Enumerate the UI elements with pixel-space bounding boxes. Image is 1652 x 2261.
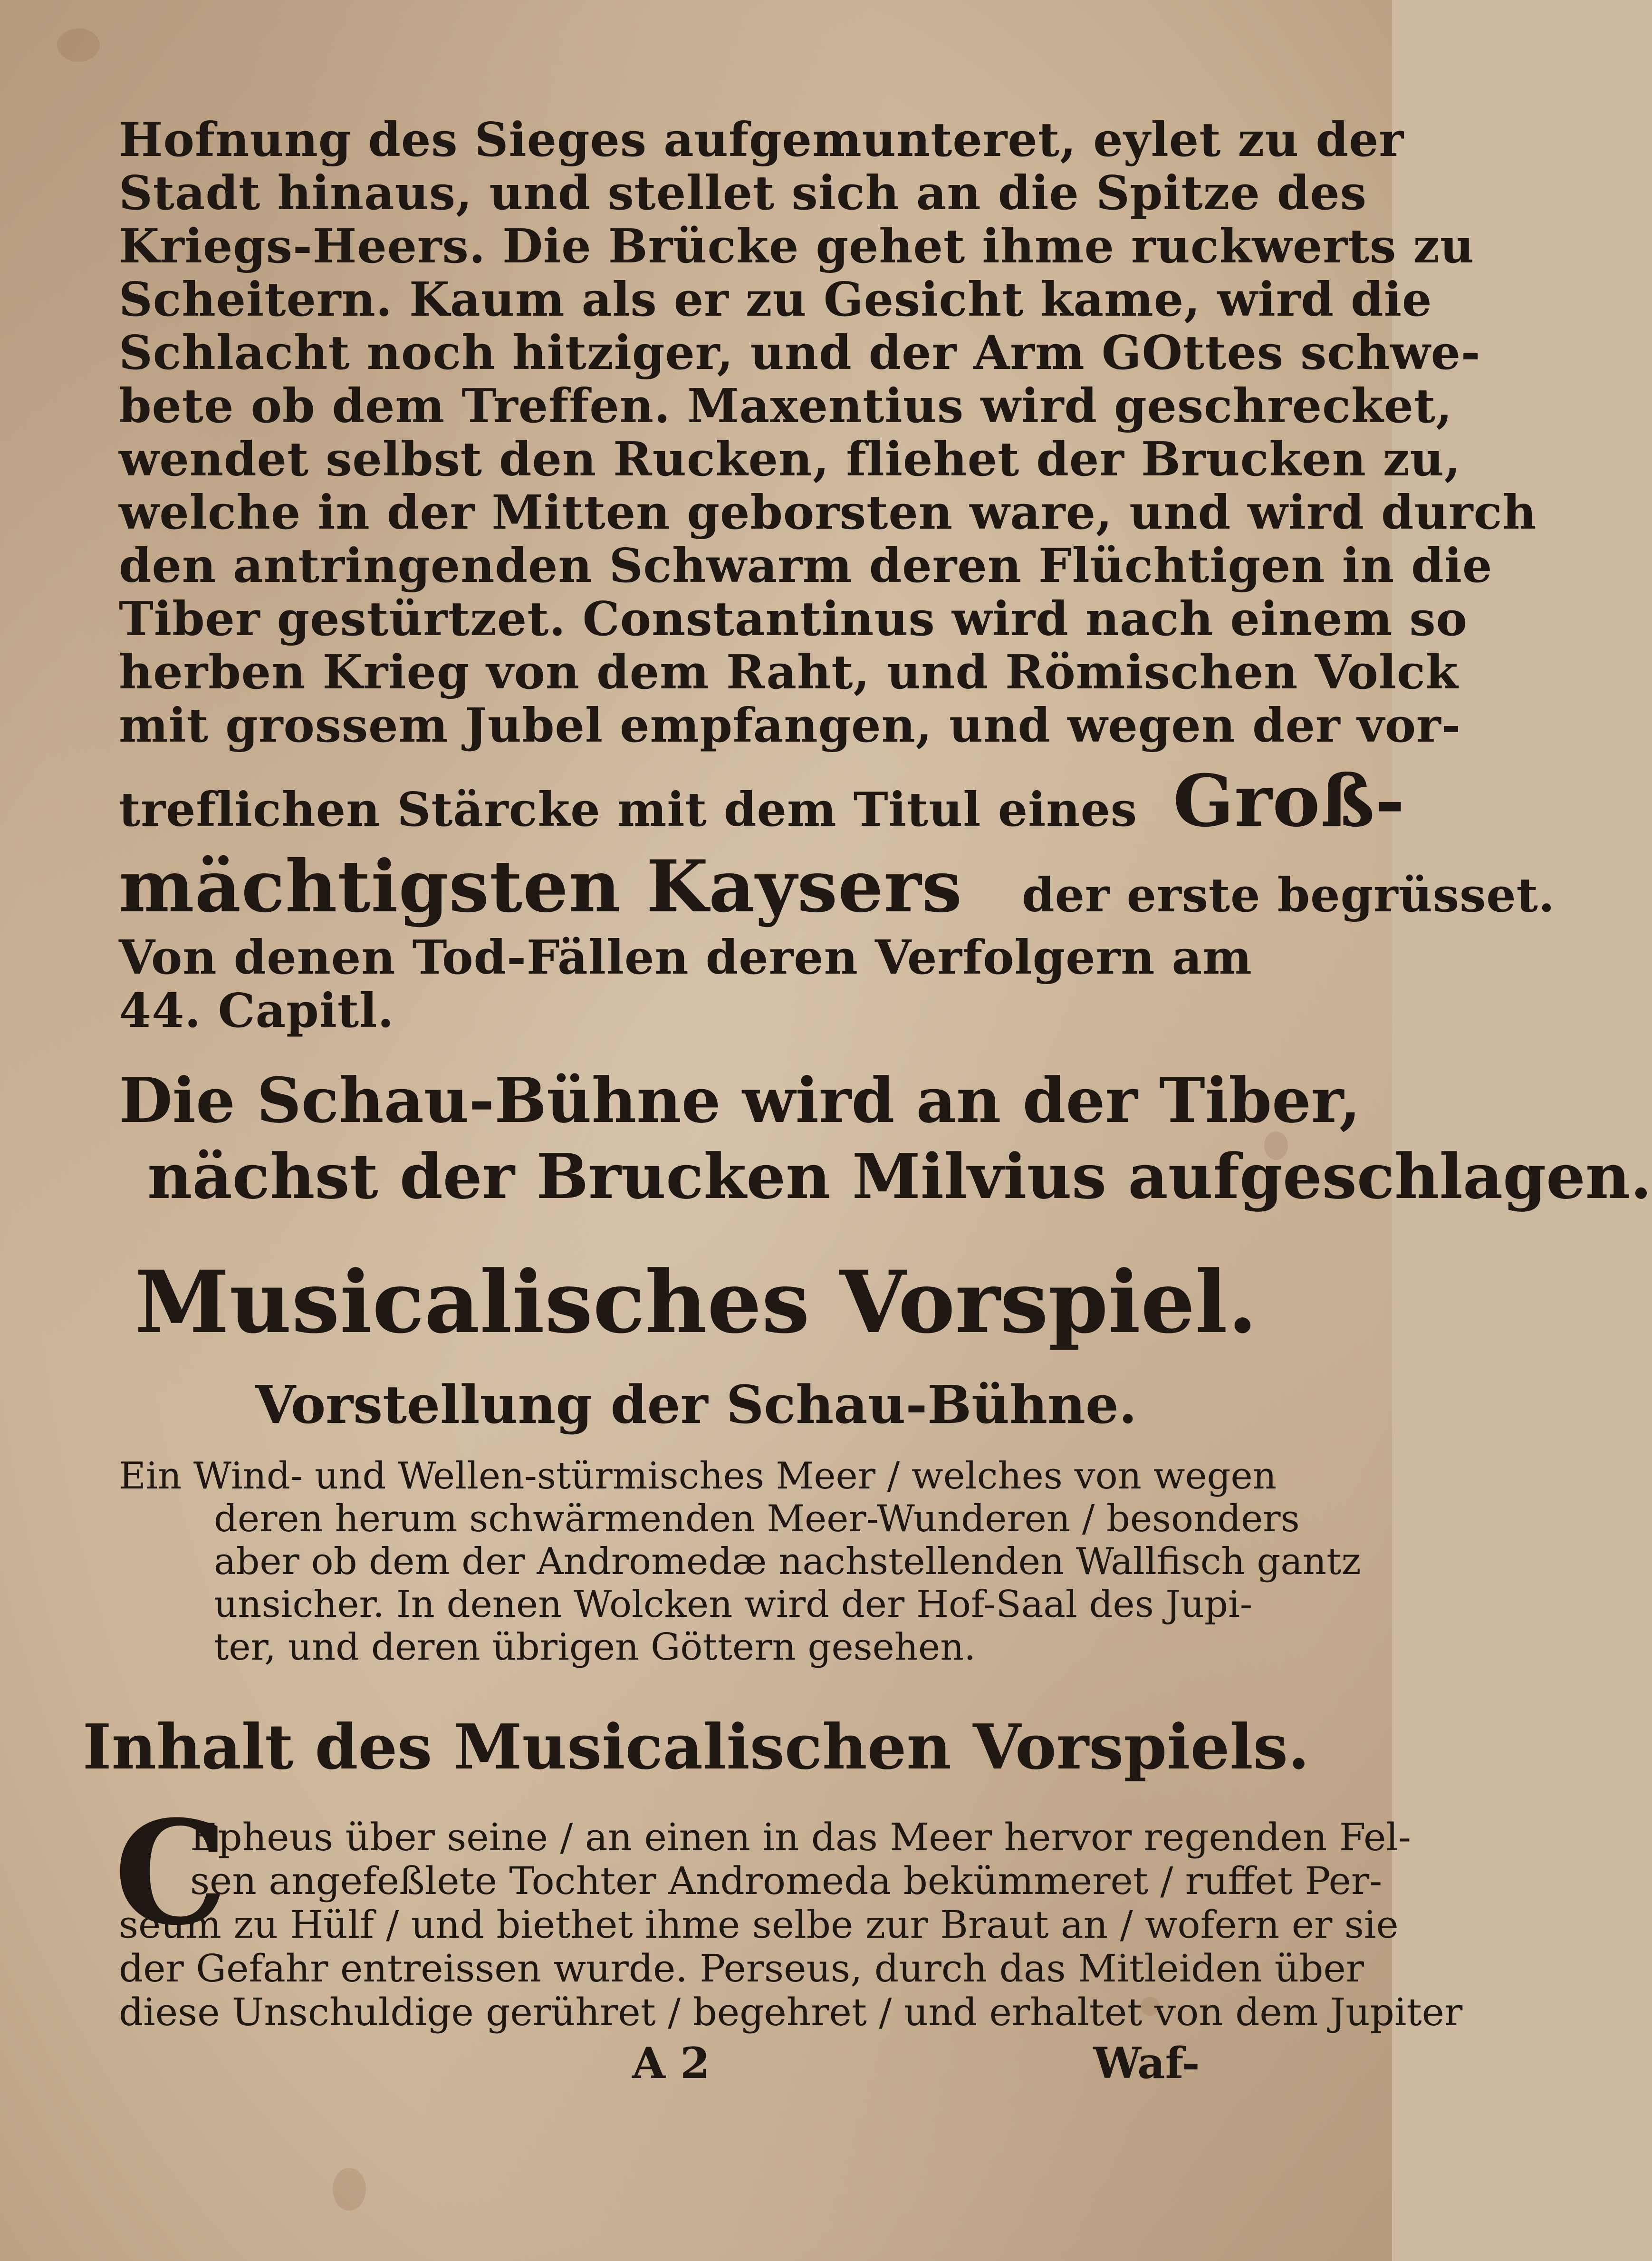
narrative-line: den antringenden Schwarm deren Flüchtigen in die: [119, 539, 1493, 593]
narrative-line: Stadt hinaus, und stellet sich an die Spitze des: [119, 166, 1367, 221]
todfaelle-line: Von denen Tod-Fällen deren Verfolgern am: [119, 930, 1252, 985]
title-line-2: [119, 845, 1555, 928]
narrative-line: Schlacht noch hitziger, und der Arm GOttes schwe-: [119, 326, 1481, 380]
narrative-line: bete ob dem Treffen. Maxentius wird geschrecket,: [119, 379, 1453, 434]
narrative-line: Scheitern. Kaum als er zu Gesicht kame, wird die: [119, 272, 1432, 327]
drop-cap: C: [114, 1789, 228, 1957]
narrative-line: welche in der Mitten geborsten ware, und wird durch: [119, 485, 1537, 540]
stage-description-line: ter, und deren übrigen Göttern gesehen.: [214, 1626, 976, 1669]
title-line-2-text: der erste begrüsset.: [1022, 868, 1555, 923]
narrative-line: mit grossem Jubel empfangen, und wegen der vor-: [119, 698, 1461, 753]
stage-description-line: unsicher. In denen Wolcken wird der Hof-Saal des Jupi-: [214, 1583, 1253, 1626]
content-line: der Gefahr entreissen wurde. Perseus, durch das Mitleiden über: [119, 1946, 1364, 1990]
content-heading: Inhalt des Musicalischen Vorspiels.: [82, 1710, 1310, 1783]
scene-line: nächst der Brucken Milvius aufgeschlagen.: [147, 1140, 1652, 1213]
narrative-line: Kriegs-Heers. Die Brücke gehet ihme ruckwerts zu: [119, 219, 1475, 274]
content-line: seum zu Hülf / und biethet ihme selbe zur Braut an / wofern er sie: [119, 1903, 1399, 1947]
title-line-1-text: treflichen Stärcke mit dem Titul eines: [119, 783, 1138, 837]
todfaelle-line: 44. Capitl.: [119, 984, 394, 1038]
scene-line: Die Schau-Bühne wird an der Tiber,: [119, 1064, 1361, 1137]
stage-description-line: deren herum schwärmenden Meer-Wunderen / besonders: [214, 1498, 1300, 1540]
stage-heading: Vorstellung der Schau-Bühne.: [255, 1374, 1137, 1435]
paper-stain: [57, 29, 100, 62]
content-line: diese Unschuldige gerühret / begehret / und erhaltet von dem Jupiter: [119, 1990, 1463, 2034]
stage-description-line: aber ob dem der Andromedæ nachstellenden Wallfisch gantz: [214, 1540, 1361, 1583]
content-line: Epheus über seine / an einen in das Meer hervor regenden Fel-: [190, 1815, 1411, 1859]
signature-mark: A 2: [632, 2038, 710, 2088]
paper-stain: [333, 2168, 366, 2211]
narrative-line: herben Krieg von dem Raht, und Römischen Volck: [119, 645, 1459, 700]
title-line-1-big: Groß-: [1173, 759, 1405, 843]
narrative-line: Hofnung des Sieges aufgemunteret, eylet zu der: [119, 113, 1404, 167]
catchword: Waf-: [1093, 2038, 1200, 2088]
prelude-heading: Musicalisches Vorspiel.: [134, 1252, 1258, 1353]
title-line-1: [119, 759, 1405, 843]
content-line: sen angefeßlete Tochter Andromeda bekümmeret / ruffet Per-: [190, 1859, 1383, 1903]
narrative-line: Tiber gestürtzet. Constantinus wird nach einem so: [119, 592, 1468, 647]
title-line-2-big: mächtigsten Kaysers: [119, 845, 962, 928]
narrative-line: wendet selbst den Rucken, fliehet der Brucken zu,: [119, 432, 1461, 487]
stage-description-line: Ein Wind- und Wellen-stürmisches Meer / welches von wegen: [119, 1455, 1277, 1498]
